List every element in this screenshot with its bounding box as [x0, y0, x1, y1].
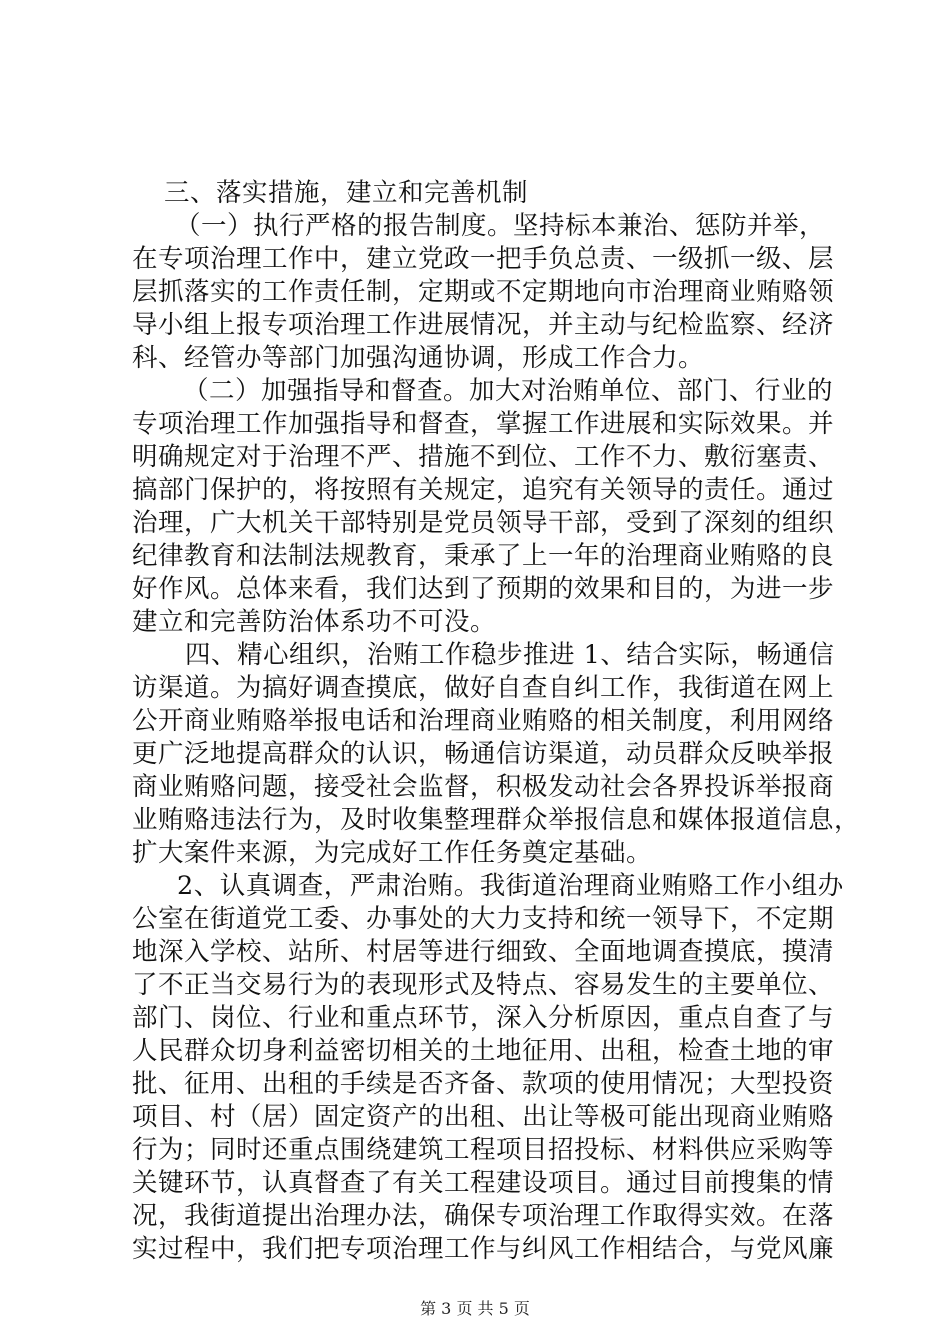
paragraph-line: （一）执行严格的报告制度。坚持标本兼治、惩防并举，: [175, 211, 826, 241]
paragraph-line: 访渠道。为搞好调查摸底，做好自查自纠工作，我街道在网上: [132, 673, 835, 703]
paragraph-line: 部门、岗位、行业和重点环节，深入分析原因，重点自查了与: [132, 1003, 835, 1033]
section-heading-3: 三、落实措施，建立和完善机制: [164, 178, 529, 208]
paragraph-line: 公室在街道党工委、办事处的大力支持和统一领导下，不定期: [132, 904, 835, 934]
paragraph-line: 人民群众切身利益密切相关的土地征用、出租，检查土地的审: [132, 1036, 835, 1066]
paragraph-line: 层抓落实的工作责任制，定期或不定期地向市治理商业贿赂领: [132, 277, 835, 307]
paragraph-line: 明确规定对于治理不严、措施不到位、工作不力、敷衍塞责、: [132, 442, 835, 472]
page-number-footer: 第 3 页 共 5 页: [420, 1299, 530, 1318]
paragraph-line: 扩大案件来源，为完成好工作任务奠定基础。: [132, 838, 653, 868]
paragraph-line: 2、认真调查，严肃治贿。我街道治理商业贿赂工作小组办: [177, 871, 844, 901]
paragraph-line: 好作风。总体来看，我们达到了预期的效果和目的，为进一步: [132, 574, 835, 604]
paragraph-line: 商业贿赂问题，接受社会监督，积极发动社会各界投诉举报商: [132, 772, 835, 802]
paragraph-line: 业贿赂违法行为，及时收集整理群众举报信息和媒体报道信息，: [132, 805, 861, 835]
paragraph-line: 况，我街道提出治理办法，确保专项治理工作取得实效。在落: [132, 1201, 835, 1231]
paragraph-line: 导小组上报专项治理工作进展情况，并主动与纪检监察、经济: [132, 310, 835, 340]
section-heading-4: 四、精心组织，治贿工作稳步推进 1、结合实际，畅通信: [185, 640, 835, 670]
paragraph-line: 行为；同时还重点围绕建筑工程项目招投标、材料供应采购等: [132, 1135, 835, 1165]
paragraph-line: （二）加强指导和督查。加大对治贿单位、部门、行业的: [183, 376, 834, 406]
paragraph-line: 治理，广大机关干部特别是党员领导干部，受到了深刻的组织: [132, 508, 835, 538]
paragraph-line: 在专项治理工作中，建立党政一把手负总责、一级抓一级、层: [132, 244, 835, 274]
paragraph-line: 批、征用、出租的手续是否齐备、款项的使用情况；大型投资: [132, 1069, 835, 1099]
paragraph-line: 纪律教育和法制法规教育，秉承了上一年的治理商业贿赂的良: [132, 541, 835, 571]
paragraph-line: 关键环节，认真督查了有关工程建设项目。通过目前搜集的情: [132, 1168, 835, 1198]
paragraph-line: 更广泛地提高群众的认识，畅通信访渠道，动员群众反映举报: [132, 739, 835, 769]
paragraph-line: 科、经管办等部门加强沟通协调，形成工作合力。: [132, 343, 705, 373]
paragraph-line: 项目、村（居）固定资产的出租、出让等极可能出现商业贿赂: [132, 1102, 835, 1132]
paragraph-line: 专项治理工作加强指导和督查，掌握工作进展和实际效果。并: [132, 409, 835, 439]
paragraph-line: 实过程中，我们把专项治理工作与纠风工作相结合，与党风廉: [132, 1234, 835, 1264]
paragraph-line: 建立和完善防治体系功不可没。: [132, 607, 497, 637]
paragraph-line: 地深入学校、站所、村居等进行细致、全面地调查摸底，摸清: [132, 937, 835, 967]
paragraph-line: 了不正当交易行为的表现形式及特点、容易发生的主要单位、: [132, 970, 835, 1000]
paragraph-line: 搞部门保护的，将按照有关规定，追究有关领导的责任。通过: [132, 475, 835, 505]
paragraph-line: 公开商业贿赂举报电话和治理商业贿赂的相关制度，利用网络: [132, 706, 835, 736]
